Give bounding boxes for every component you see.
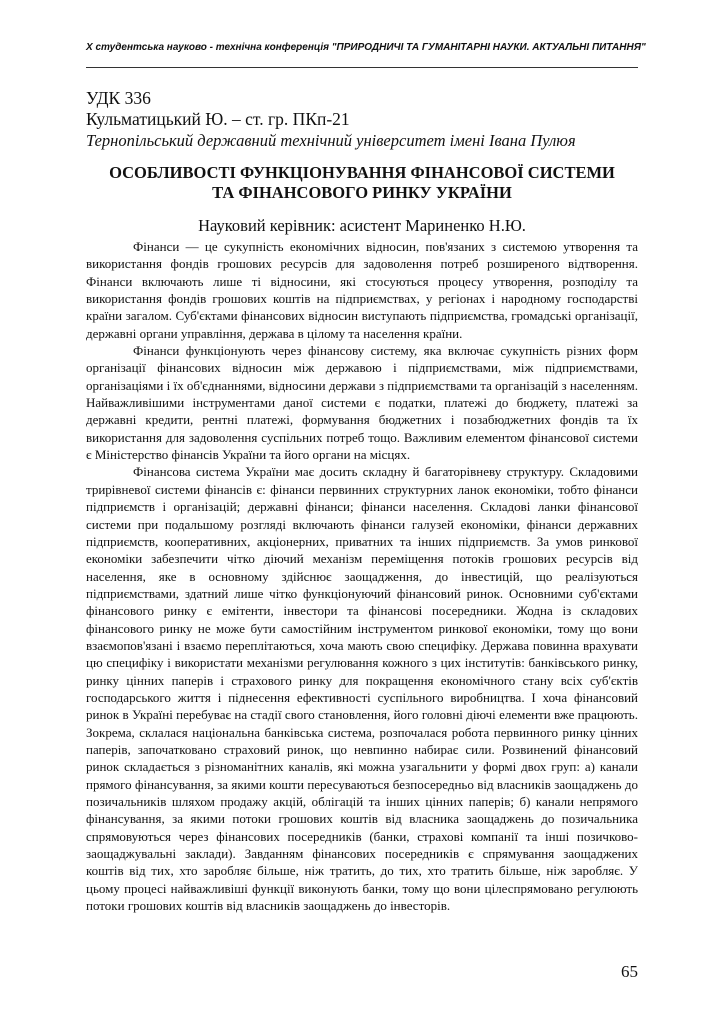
paragraph-3: Фінансова система України має досить складну й багаторівневу структуру. Складовими трирівневої системи фінансів є: фінанси первинних структурних ланок економіки, тобто фінанси підприємств і організацій; державні фінанси; фінанси населення. Складові ланки фінансової системи при подальшому розгляді включають фінанси галузей економіки, фінанси державних підприємств, кооперативних, акціонерних, приватних та інших підприємств. За умов ринкової економіки забезпечити чітко діючий механізм переміщення потоків грошових ресурсів від населення, яке в основному здійснює заощадження, до інвестицій, що реалізуються підприємствами, здатний лише чітко функціонуючий фінансовий ринок. Основними суб'єктами фінансового ринку є емітенти, інвестори та фінансові посередники. Жодна із складових фінансового ринку не може бути самостійним інструментом ринкової економіки, тому що вони взаємопов'язані і взаємо переплітаються, хоча мають свою специфіку. Держава повинна врахувати цю специфіку і використати механізми регулювання кожного з цих інститутів: банківського ринку, ринку цінних паперів і страхового ринку для покращення економічного стану всіх суб'єктів господарського життя і піднесення ефективності суспільного виробництва. І хоча фінансовий ринок в Україні перебуває на стадії свого становлення, його головні діючі елементи вже працюють. Зокрема, склалася національна банківська система, розпочалася робота первинного ринку цінних паперів, започатковано страховий ринок, що невпинно набирає сили. Розвинений фінансовий ринок складається з різноманітних каналів, які можна узагальнити у формі двох груп: а) канали прямого фінансування, за якими кошти пересуваються безпосередньо від власників заощаджень до позичальників шляхом продажу акцій, облігацій та інших цінних паперів; б) канали непрямого фінансування, за якими потоки грошових коштів від власника заощаджень до позичальника спрямовуються через фінансових посередників (банки, страхові компанії та інші позичково-заощаджувальні заклади). Завданням фінансових посередників є спрямування заощаджених коштів від тих, хто заробляє більше, ніж тратить, до тих, хто тратить більше, ніж заробляє. У цьому процесі найважливіші функції виконують банки, тому що вони цілеспрямовано регулюють потоки грошових коштів від власників заощаджень до інвесторів. <box>86 464 638 914</box>
author-line: Кульматицький Ю. – ст. гр. ПКп-21 <box>86 109 350 129</box>
article-title <box>86 163 638 203</box>
title-line-2: ТА ФІНАНСОВОГО РИНКУ УКРАЇНИ <box>212 183 512 202</box>
institution-line: Тернопільський державний технічний університет імені Івана Пулюя <box>86 131 576 150</box>
article-meta <box>86 88 638 151</box>
header-divider <box>86 67 638 68</box>
scientific-advisor: Науковий керівник: асистент Мариненко Н.Ю. <box>198 216 526 235</box>
article-body <box>86 238 638 914</box>
paragraph-1: Фінанси — це сукупність економічних відносин, пов'язаних з системою утворення та використання фондів грошових ресурсів для задоволення потреб розширеного відтворення. Фінанси включають лише ті відносини, які стосуються процесу утворення, розподілу та використання фондів грошових коштів на підприємствах, у регіонах і народному господарстві країни загалом. Суб'єктами фінансових відносин виступають підприємства, громадські організації, державні органи управління, держава в цілому та населення країни. <box>86 239 638 341</box>
title-line-1: ОСОБЛИВОСТІ ФУНКЦІОНУВАННЯ ФІНАНСОВОЇ СИСТЕМИ <box>109 163 615 182</box>
running-header: Х студентська науково - технічна конференція "ПРИРОДНИЧІ ТА ГУМАНІТАРНІ НАУКИ. АКТУАЛЬНІ ПИТАННЯ" <box>86 42 646 53</box>
page-number: 65 <box>621 962 638 981</box>
udk-code: УДК 336 <box>86 88 151 108</box>
paragraph-2: Фінанси функціонують через фінансову систему, яка включає сукупність різних форм організації фінансових відносин між державою і підприємствами, між підприємствами, організаціями і їх об'єднаннями, відносини держави з підприємствами та організацій з населенням. Найважливішими інструментами даної системи є податки, платежі до бюджету, платежі за державні кредити, рентні платежі, формування бюджетних і позабюджетних фондів та їх використання для задоволення суспільних потреб тощо. Важливим елементом фінансової системи є Міністерство фінансів України та його органи на місцях. <box>86 343 638 463</box>
